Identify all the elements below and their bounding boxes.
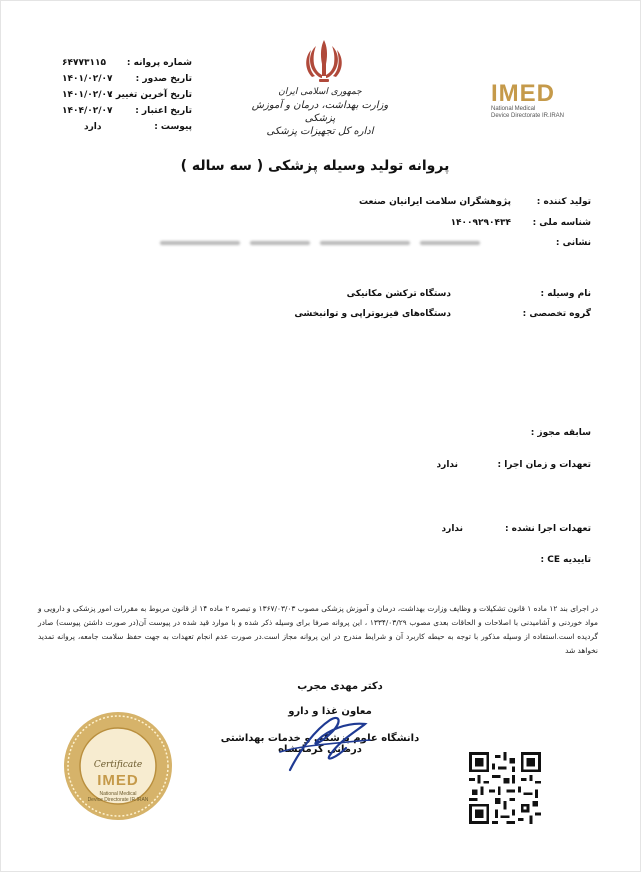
manufacturer-label: تولید کننده : — [536, 197, 591, 207]
specialty-group-value: دستگاه‌های فیزیوتراپی و توانبخشی — [294, 309, 451, 319]
legal-paragraph: در اجرای بند ۱۲ ماده ۱ قانون تشکیلات و وظایف وزارت بهداشت، درمان و آموزش پزشکی مصوب ۱۳۶۷/۰۳/۰۳ و تبصره ۲ ماده ۱۴ از قانون مربوط به مقررات امور پزشکی و دارویی و مواد خوردنی و آشامیدنی با اصلاحات و الحاقات بعدی مصوب ۱۳۳۴/۰۳/۲۹ ، این پروانه صرفا برای وسیله ذکر شده و با موارد قید شده در پیوست آن(در صورت داشتن پیوست) صادر گردیده است.استفاده از وسیله مذکور با توجه به حیطه کاربرد آن و شرایط مندرج در این پروانه مجاز است.در صورت عدم انجام تعهدات به جهت حفظ سلامت جامعه، پروانه تمدید نخواهد شد — [38, 604, 598, 655]
unfulfilled-obligations-label: تعهدات اجرا نشده : — [504, 524, 591, 534]
signatory-university: دانشگاه علوم پزشکی و خدمات بهداشتی درمانی کرمانشاه — [220, 733, 420, 755]
obligations-label: تعهدات و زمان اجرا : — [497, 460, 591, 470]
validity-row — [62, 106, 192, 122]
imed-logo — [491, 82, 581, 124]
license-meta — [62, 58, 192, 138]
validity-label: تاریخ اعتبار : — [135, 106, 192, 116]
ministry-block — [250, 86, 390, 138]
handwritten-signature-icon — [270, 700, 380, 775]
validity-value: ۱۴۰۴/۰۲/۰۷ — [62, 106, 113, 116]
last-change-label: تاریخ آخرین تغییر : — [109, 90, 192, 100]
ministry-line-3: اداره کل تجهیزات پزشکی — [266, 126, 374, 137]
last-change-row — [62, 90, 192, 106]
issue-date-value: ۱۴۰۱/۰۲/۰۷ — [62, 74, 113, 84]
license-history-label: سابقه مجوز : — [530, 428, 591, 438]
seal-sub-2: Device Directorate IR.IRAN — [87, 797, 149, 803]
manufacturer-value: پژوهشگران سلامت ایرانیان صنعت — [359, 197, 511, 207]
address-label: نشانی : — [555, 238, 591, 248]
obligations-value: ندارد — [436, 460, 458, 470]
license-number-label: شماره پروانه : — [126, 58, 192, 68]
attachment-value: دارد — [84, 122, 102, 132]
attachment-label: پیوست : — [154, 122, 192, 132]
address-redacted — [145, 238, 480, 248]
last-change-value: ۱۴۰۱/۰۲/۰۷ — [62, 90, 113, 100]
document-title: پروانه تولید وسیله پزشکی ( سه ساله ) — [180, 158, 450, 174]
imed-logo-sub-1: National Medical — [491, 106, 536, 112]
unfulfilled-obligations-value: ندارد — [441, 524, 463, 534]
license-number-row — [62, 58, 192, 74]
national-id-label: شناسه ملی : — [532, 218, 591, 228]
qr-code-icon — [469, 749, 541, 827]
seal-certificate-text: Certificate — [93, 760, 143, 770]
seal-sub-text — [62, 791, 174, 803]
license-number-value: ۶۴۷۷۳۱۱۵ — [62, 58, 106, 68]
seal-logo-text: IMED — [97, 772, 139, 789]
iran-emblem-icon — [300, 36, 348, 86]
device-name-value: دستگاه ترکشن مکانیکی — [346, 289, 451, 299]
ministry-line-1: جمهوری اسلامی ایران — [278, 87, 362, 97]
ministry-line-2: وزارت بهداشت، درمان و آموزش پزشکی — [251, 100, 389, 124]
signatory-name: دکتر مهدی مجرب — [297, 681, 383, 692]
imed-logo-sub-2: Device Directorate IR.IRAN — [491, 113, 565, 119]
device-name-label: نام وسیله : — [540, 289, 591, 299]
issue-date-row — [62, 74, 192, 90]
issue-date-label: تاریخ صدور : — [135, 74, 192, 84]
imed-logo-text: IMED — [491, 80, 555, 107]
ce-approval-label: تاییدیه CE : — [540, 555, 591, 565]
attachment-row — [62, 122, 192, 138]
national-id-value: ۱۴۰۰۹۲۹۰۴۳۴ — [450, 218, 511, 228]
signatory-position: معاون غذا و دارو — [288, 706, 372, 717]
specialty-group-label: گروه تخصصی : — [522, 309, 591, 319]
seal-sub-1: National Medical — [99, 791, 137, 797]
